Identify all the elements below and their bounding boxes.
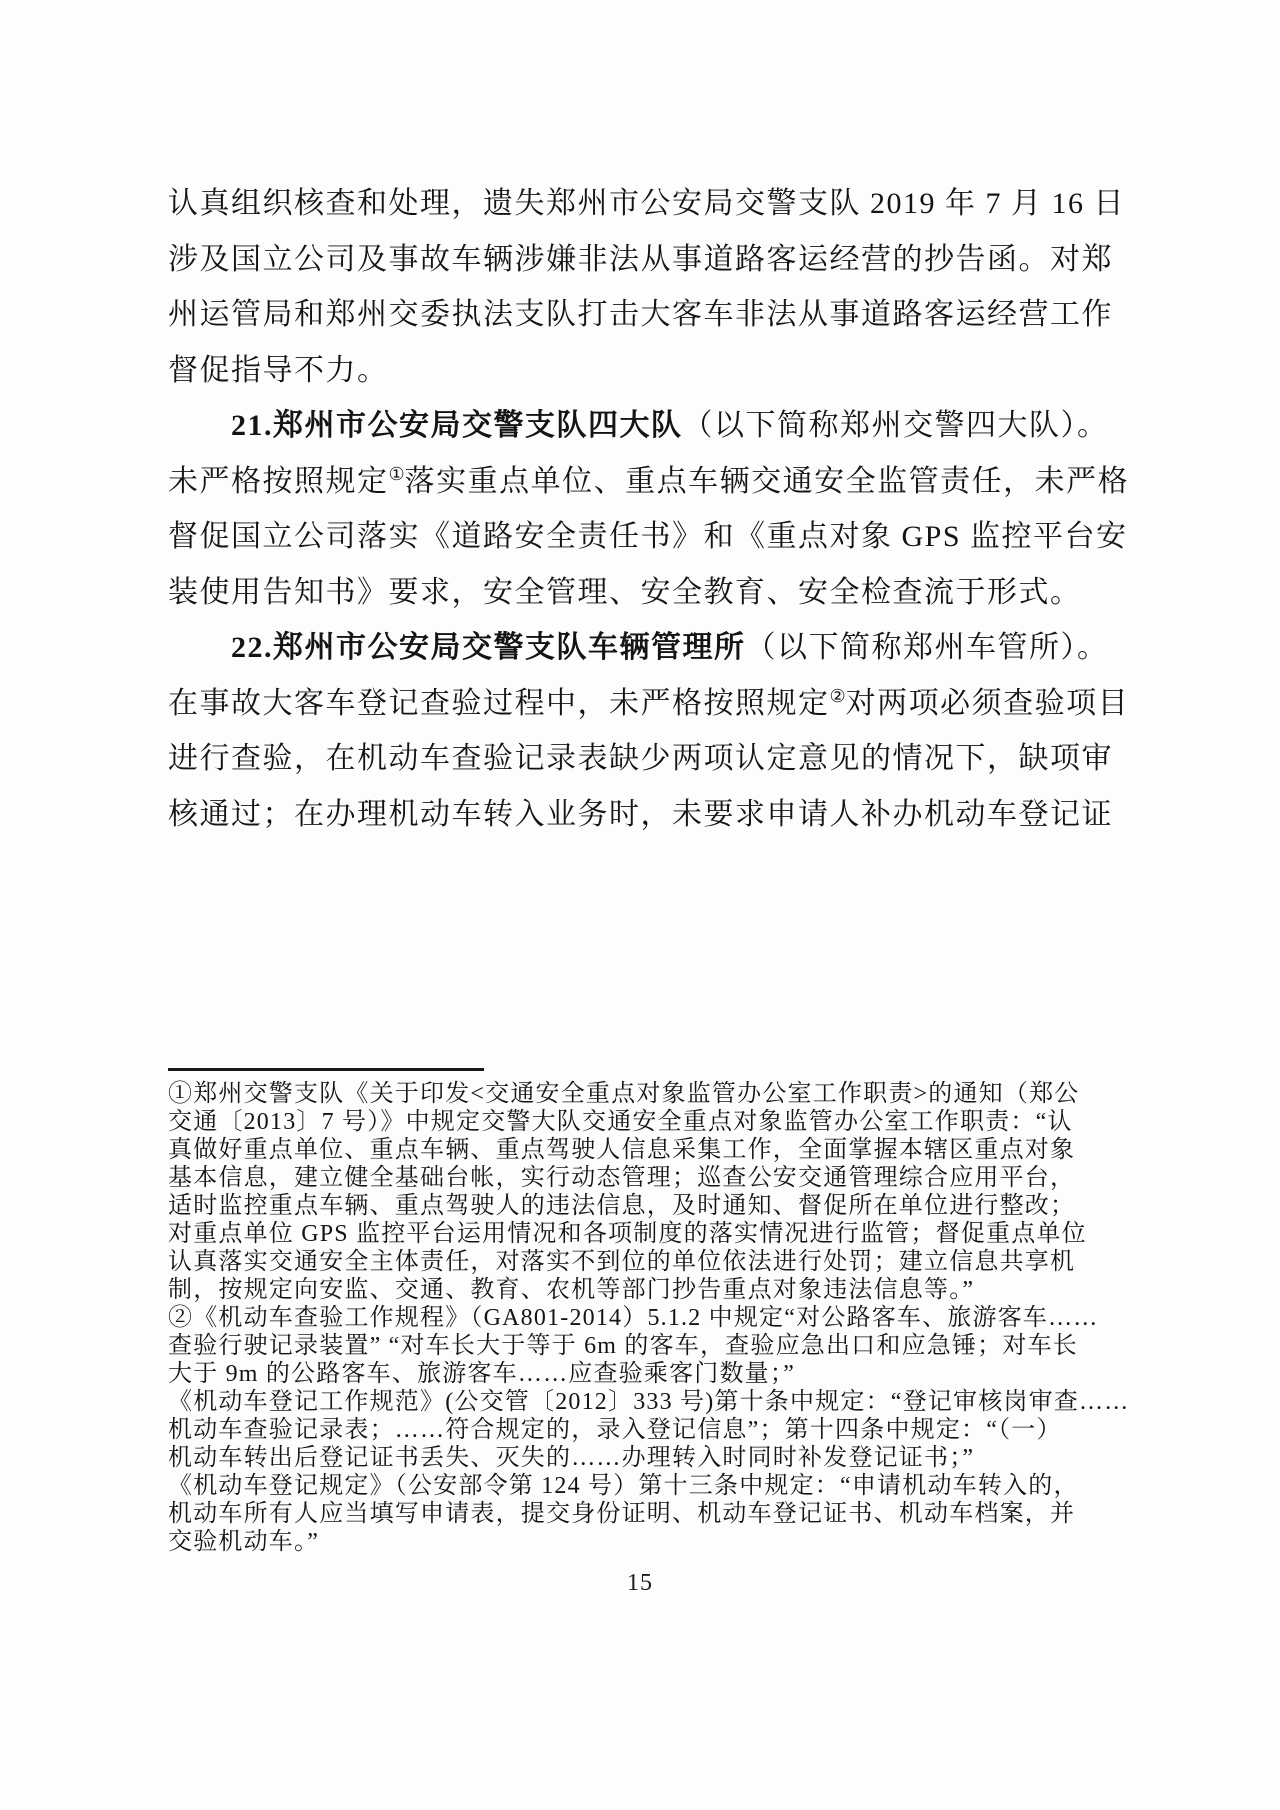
document-body <box>168 176 1130 842</box>
body-line: 认真组织核查和处理，遗失郑州市公安局交警支队 2019 年 7 月 16 日 <box>168 187 1125 220</box>
body-line: 涉及国立公司及事故车辆涉嫌非法从事道路客运经营的抄告函。对郑 <box>168 242 1113 276</box>
paragraph-21-alias: （以下简称郑州交警四大队）。 <box>682 409 1109 442</box>
body-line: 州运管局和郑州交委执法支队打击大客车非法从事道路客运经营工作 <box>168 298 1113 331</box>
body-text-run: 落实重点单位、重点车辆交通安全监管责任，未严格 <box>404 464 1130 498</box>
footnote-separator <box>168 1068 484 1071</box>
footnote-line: ①郑州交警支队《关于印发<交通安全重点对象监管办公室工作职责>的通知（郑公 <box>168 1081 1080 1107</box>
footnote-ref-2: ② <box>829 685 846 706</box>
body-line <box>168 454 1130 510</box>
footnote-line: 基本信息，建立健全基础台帐，实行动态管理；巡查公安交通管理综合应用平台， <box>168 1165 1076 1191</box>
footnote-line: 交验机动车。” <box>168 1529 320 1555</box>
footnote-ref-1: ① <box>388 463 405 484</box>
footnote-line: 交通〔2013〕7 号）》中规定交警大队交通安全重点对象监管办公室工作职责：“认 <box>168 1109 1073 1135</box>
body-text-run: 对两项必须查验项目 <box>845 686 1130 720</box>
footnote-line: 大于 9m 的公路客车、旅游客车……应查验乘客门数量；” <box>168 1361 795 1387</box>
body-text-run: 未严格按照规定 <box>168 464 389 498</box>
footnote-line: 制，按规定向安监、交通、教育、农机等部门抄告重点对象违法信息等。” <box>168 1277 975 1303</box>
footnote-line: 《机动车登记工作规范》(公交管〔2012〕333 号)第十条中规定：“登记审核岗审查…… <box>168 1389 1130 1415</box>
page-number: 15 <box>627 1570 653 1596</box>
body-text-run: 在事故大客车登记查验过程中，未严格按照规定 <box>168 686 830 720</box>
paragraph-21-heading: 21.郑州市公安局交警支队四大队 <box>231 409 683 442</box>
body-line: 督促国立公司落实《道路安全责任书》和《重点对象 GPS 监控平台安 <box>168 520 1128 553</box>
footnote-line: 机动车所有人应当填写申请表，提交身份证明、机动车登记证书、机动车档案，并 <box>168 1501 1076 1527</box>
footnote-line: 对重点单位 GPS 监控平台运用情况和各项制度的落实情况进行监管；督促重点单位 <box>168 1221 1087 1247</box>
footnote-line: 真做好重点单位、重点车辆、重点驾驶人信息采集工作，全面掌握本辖区重点对象 <box>168 1137 1076 1163</box>
footnote-line: 查验行驶记录装置” “对车长大于等于 6m 的客车，查验应急出口和应急锤；对车长 <box>168 1333 1078 1359</box>
body-line <box>168 676 1130 732</box>
body-line <box>168 620 1120 676</box>
body-line <box>168 398 1120 454</box>
body-line: 督促指导不力。 <box>168 353 389 387</box>
footnote-line: 《机动车登记规定》（公安部令第 124 号）第十三条中规定：“申请机动车转入的， <box>168 1473 1079 1499</box>
footnote-line: 机动车查验记录表；……符合规定的，录入登记信息”；第十四条中规定：“（一） <box>168 1417 1062 1443</box>
footnote-line: ②《机动车查验工作规程》（GA801-2014）5.1.2 中规定“对公路客车、旅游客车…… <box>168 1305 1099 1331</box>
paragraph-22-alias: （以下简称郑州车管所）。 <box>745 631 1109 664</box>
footnote-line: 适时监控重点车辆、重点驾驶人的违法信息，及时通知、督促所在单位进行整改； <box>168 1193 1076 1219</box>
body-line: 核通过；在办理机动车转入业务时，未要求申请人补办机动车登记证 <box>168 797 1113 831</box>
body-line: 装使用告知书》要求，安全管理、安全教育、安全检查流于形式。 <box>168 575 1082 609</box>
footnote-line: 机动车转出后登记证书丢失、灭失的……办理转入时同时补发登记证书；” <box>168 1445 975 1471</box>
paragraph-22-heading: 22.郑州市公安局交警支队车辆管理所 <box>231 631 746 664</box>
footnote-line: 认真落实交通安全主体责任，对落实不到位的单位依法进行处罚；建立信息共享机 <box>168 1249 1076 1275</box>
body-line: 进行查验，在机动车查验记录表缺少两项认定意见的情况下，缺项审 <box>168 742 1113 775</box>
footnotes-section <box>168 1080 1130 1556</box>
